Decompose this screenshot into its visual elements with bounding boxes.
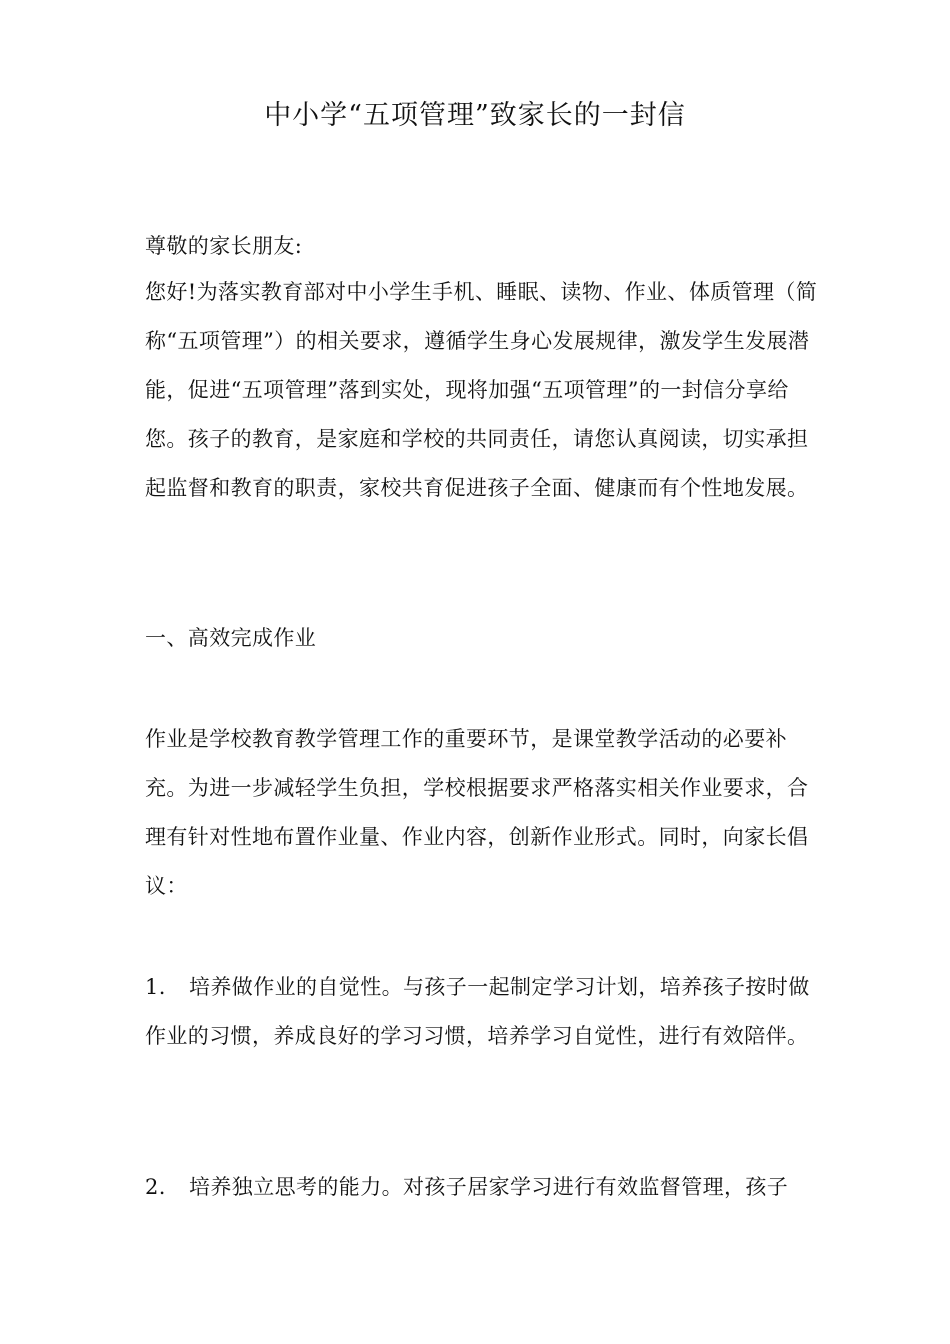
list-item-text: 培养独立思考的能力。对孩子居家学习进行有效监督管理，孩子 bbox=[189, 1175, 789, 1199]
document-title: 中小学“五项管理”致家长的一封信 bbox=[264, 100, 686, 131]
list-item bbox=[145, 963, 820, 1061]
list-item-number: 1. bbox=[145, 975, 166, 999]
salutation: 尊敬的家长朋友: bbox=[145, 234, 303, 258]
list-item-number: 2. bbox=[145, 1175, 166, 1199]
intro-paragraph: 您好!为落实教育部对中小学生手机、睡眠、读物、作业、体质管理（简称“五项管理”）的相关要求，遵循学生身心发展规律，激发学生发展潜能，促进“五项管理”落到实处，现将加强“五项管理”的一封信分享给您。孩子的教育，是家庭和学校的共同责任，请您认真阅读，切实承担起监督和教育的职责，家校共育促进孩子全面、健康而有个性地发展。 bbox=[145, 280, 818, 500]
section-heading: 一、高效完成作业 bbox=[145, 626, 317, 650]
homework-paragraph: 作业是学校教育教学管理工作的重要环节，是课堂教学活动的必要补充。为进一步减轻学生负担，学校根据要求严格落实相关作业要求，合理有针对性地布置作业量、作业内容，创新作业形式。同时，向家长倡议： bbox=[145, 727, 809, 898]
list-item bbox=[145, 1163, 820, 1212]
list-item-text: 培养做作业的自觉性。与孩子一起制定学习计划，培养孩子按时做作业的习惯，养成良好的学习习惯，培养学习自觉性，进行有效陪伴。 bbox=[145, 975, 810, 1048]
